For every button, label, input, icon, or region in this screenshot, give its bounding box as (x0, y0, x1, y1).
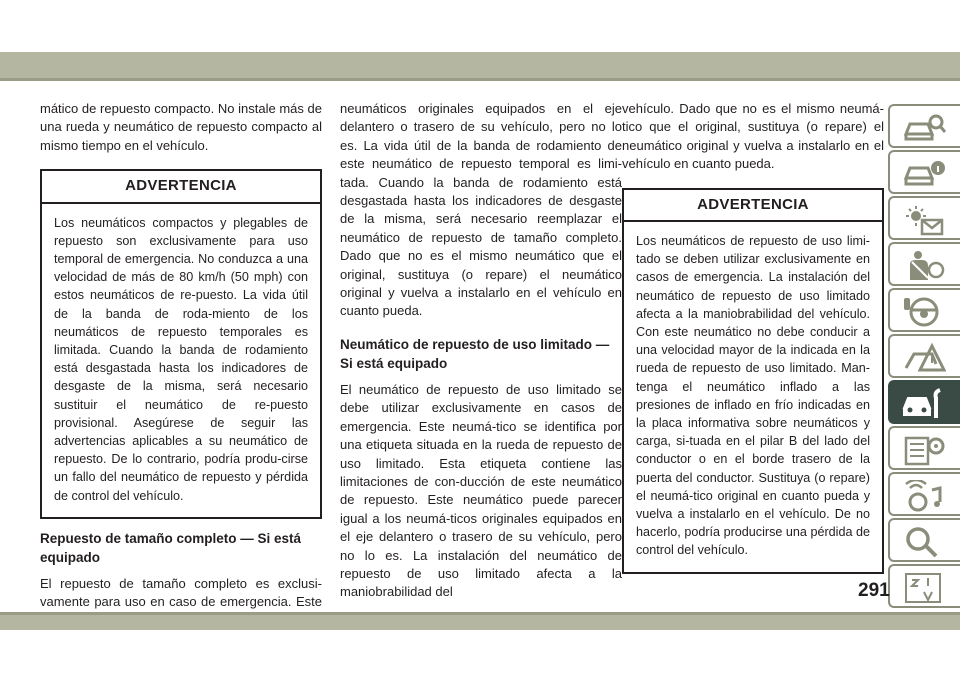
column-1 (40, 100, 322, 644)
multimedia-icon[interactable] (888, 472, 960, 516)
top-margin (0, 0, 960, 50)
car-info-icon[interactable] (888, 150, 960, 194)
col2-paragraph-1: neumáticos originales equipados en el eje delantero o trasero de su vehículo, pero no lo es. La vida útil de la banda de rodamiento de este neumático de repuesto temporal es limi-tada. Cuando la banda de rodamiento está desgastada hasta los indicadores de desgaste de la misma, será necesario reemplazar el neumático de repuesto de tamaño completo. Dado que no es el mismo neumático que el original, sustituya (o repare) el neumático original y vuelva a instalarlo en el vehículo en cuanto pueda. (340, 101, 622, 319)
warning-box-1 (40, 169, 322, 519)
page-number: 291 (858, 580, 890, 601)
chapter-tabs (888, 104, 960, 600)
col3-intro: vehículo. Dado que no es el mismo neumá-tico que el original, sustituya (o repare) el neumático original y vuelva a instalarlo en el vehículo en cuanto pueda. (622, 101, 884, 172)
footer-band (0, 612, 960, 630)
warning-text-1: Los neumáticos compactos y plegables de repuesto son exclusivamente para uso temporal de emergencia. No conduzca a una velocidad de más de 80 km/h (50 mph) con estos neumáticos de re-puesto. La vida útil de la banda de roda-miento de los neumáticos de repuesto temporales es limitada. Cuando la banda de rodamiento está desgastada hasta los indicadores de desgaste de la misma, será necesario sustituir el neumático de re-puesto provisional. Asegúrese de seguir las advertencias aplicables a su neumático de repuesto. De lo contrario, podría produ-cirse un fallo del neumático de repuesto y pérdida de control del vehículo. (54, 215, 308, 503)
column-3 (622, 100, 884, 584)
car-search-icon[interactable] (888, 104, 960, 148)
col2-paragraph-2: El neumático de repuesto de uso limitado se debe utilizar exclusivamente en casos de emergencia. Este neumá-tico se identifica por una etiqueta situada en la rueda de repuesto de uso limitado. Esta etiqueta contiene las limitaciones de con-ducción de este neumático de repuesto. Este neumático puede parecer igual a los neumá-ticos originales equipados en el eje delantero o trasero de su vehículo, pero no lo es. La instalación del neumático de repuesto de uso limitado afecta a la maniobrabilidad del (340, 381, 622, 600)
steering-wheel-icon[interactable] (888, 288, 960, 332)
heading-limited-use-spare: Neumático de repuesto de uso limitado — Si está equipado (340, 336, 610, 371)
header-band-line (0, 78, 960, 81)
col1-paragraph: El repuesto de tamaño completo es exclusi-vamente para uso en caso de emergencia. Este (40, 575, 322, 610)
magnifier-icon[interactable] (888, 518, 960, 562)
warning-title-2: ADVERTENCIA (624, 190, 882, 222)
column-2 (340, 100, 622, 616)
col1-intro: mático de repuesto compacto. No instale más de una rueda y neumático de repuesto compacto al mismo tiempo en el vehículo. (40, 101, 322, 153)
warning-text-2: Los neumáticos de repuesto de uso limi-tado se deben utilizar exclusivamente en casos de emergencia. La instalación del neumático de repuesto de uso limitado afecta a la maniobrabilidad del vehículo. Con este neumático no debe conducir a una velocidad mayor de la indicada en la rueda de repuesto de uso limitado. Man-tenga el neumático inflado a las presiones de inflado en frío indicadas en la placa informativa sobre neumáticos y carga, si-tuada en el pilar B del lado del conductor o en el borde trasero de la puerta del conductor. Sustituya (o repare) el neumá-tico original en cuanto pueda y vuelva a instalarlo en el vehículo. De no hacerlo, podría producirse una pérdida de control del vehículo. (636, 234, 870, 558)
car-wrench-icon[interactable] (888, 380, 960, 424)
heading-full-size-spare: Repuesto de tamaño completo — Si está equipado (40, 530, 302, 565)
warning-box-2 (622, 188, 884, 574)
maintenance-list-icon[interactable] (888, 426, 960, 470)
warning-lights-icon[interactable] (888, 196, 960, 240)
header-band (0, 52, 960, 78)
seatbelt-airbag-icon[interactable] (888, 242, 960, 286)
hazard-triangle-icon[interactable] (888, 334, 960, 378)
alphabet-index-icon[interactable] (888, 564, 960, 608)
warning-title-1: ADVERTENCIA (42, 171, 320, 203)
